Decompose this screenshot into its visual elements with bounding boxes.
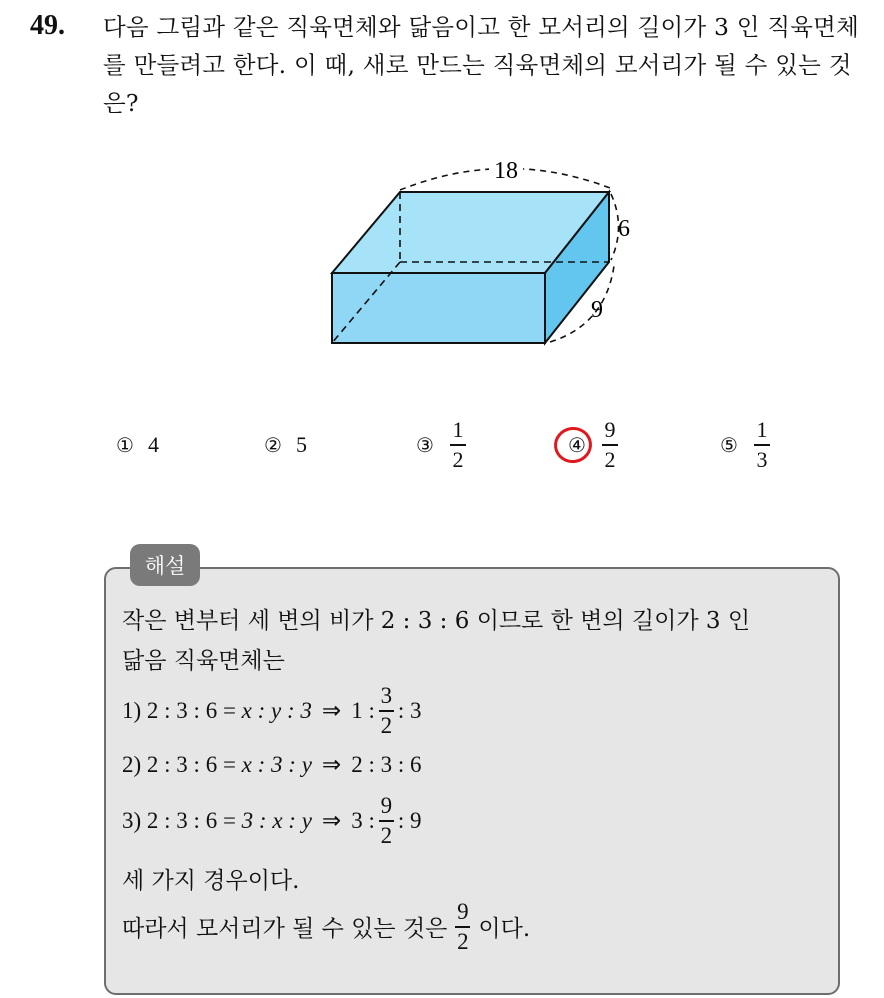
case-result-a: 3 :: [351, 807, 375, 833]
choice-1[interactable]: [110, 410, 159, 480]
case-prefix: 3) 2 : 3 : 6 =: [122, 807, 242, 833]
solution-line-1: 작은 변부터 세 변의 비가 2 : 3 : 6 이므로 한 변의 길이가 3 인: [122, 608, 751, 634]
case-fraction: [379, 794, 394, 848]
case-prefix: 1) 2 : 3 : 6 =: [122, 697, 242, 723]
choice-5[interactable]: [714, 410, 770, 480]
label-length: 18: [494, 158, 518, 184]
denominator: 2: [452, 446, 464, 472]
fraction-bar: [450, 444, 466, 446]
label-height: 6: [618, 216, 630, 242]
case-equation: x : 3 : y: [241, 752, 312, 777]
solution-case-1: [122, 684, 421, 738]
numerator: 9: [457, 899, 469, 924]
choice-fraction: [450, 417, 466, 473]
question-text: 다음 그림과 같은 직육면체와 닮음이고 한 모서리의 길이가 3 인 직육면체를 만들려고 한다. 이 때, 새로 만드는 직육면체의 모서리가 될 수 있는 것은?: [103, 13, 859, 117]
solution-case-3: [122, 794, 421, 848]
fraction-bar: [379, 710, 394, 712]
case-fraction: [379, 684, 394, 738]
conclusion-text: 따라서 모서리가 될 수 있는 것은: [122, 916, 448, 943]
choice-3[interactable]: [410, 410, 466, 480]
fraction-bar: [379, 820, 394, 822]
conclusion-fraction: [455, 900, 470, 954]
choice-marker: ④: [568, 433, 586, 457]
fraction-bar: [602, 444, 618, 446]
implies-arrow: ⇒: [321, 697, 342, 723]
numerator: 3: [380, 683, 393, 708]
denominator: 2: [380, 712, 393, 738]
choice-marker: ③: [416, 433, 434, 457]
choice-2[interactable]: [258, 410, 307, 480]
case-equation: 3 : x : y: [241, 807, 312, 833]
choice-value: 4: [148, 432, 159, 457]
choice-4[interactable]: [562, 410, 618, 480]
implies-arrow: ⇒: [321, 807, 342, 833]
solution-line-7: [122, 900, 530, 954]
cuboid-front-face: [332, 273, 545, 343]
numerator: 9: [380, 793, 393, 818]
numerator: 1: [452, 417, 464, 443]
case-prefix: 2) 2 : 3 : 6 =: [122, 752, 242, 777]
denominator: 2: [380, 822, 393, 848]
fraction-bar: [754, 444, 770, 446]
denominator: 2: [604, 446, 616, 472]
choice-fraction: [602, 417, 618, 473]
choice-marker: ①: [116, 433, 134, 457]
numerator: 1: [756, 417, 768, 443]
implies-arrow: ⇒: [321, 752, 342, 777]
case-result-b: : 3: [397, 697, 422, 723]
case-result-b: : 9: [397, 807, 422, 833]
question-number: 49.: [30, 10, 65, 41]
cuboid-figure: [300, 150, 660, 360]
fraction-bar: [455, 926, 470, 928]
solution-line-6: 세 가지 경우이다.: [122, 868, 300, 894]
choice-fraction: [754, 417, 770, 473]
case-equation: x : y : 3: [241, 697, 312, 723]
case-result-a: 1 :: [351, 697, 375, 723]
answer-circle-mark: [552, 425, 595, 466]
choice-value: 5: [296, 432, 307, 457]
denominator: 2: [457, 928, 469, 954]
denominator: 3: [756, 446, 768, 472]
answer-choices: [0, 410, 884, 480]
numerator: 9: [604, 417, 616, 443]
choice-marker: ⑤: [720, 433, 738, 457]
case-result: 2 : 3 : 6: [351, 752, 422, 777]
label-depth: 9: [591, 297, 603, 323]
solution-case-2: [122, 752, 421, 778]
solution-badge: 해설: [130, 544, 200, 586]
conclusion-end: 이다.: [478, 916, 531, 943]
choice-marker: ②: [264, 433, 282, 457]
solution-line-2: 닮음 직육면체는: [122, 648, 285, 674]
